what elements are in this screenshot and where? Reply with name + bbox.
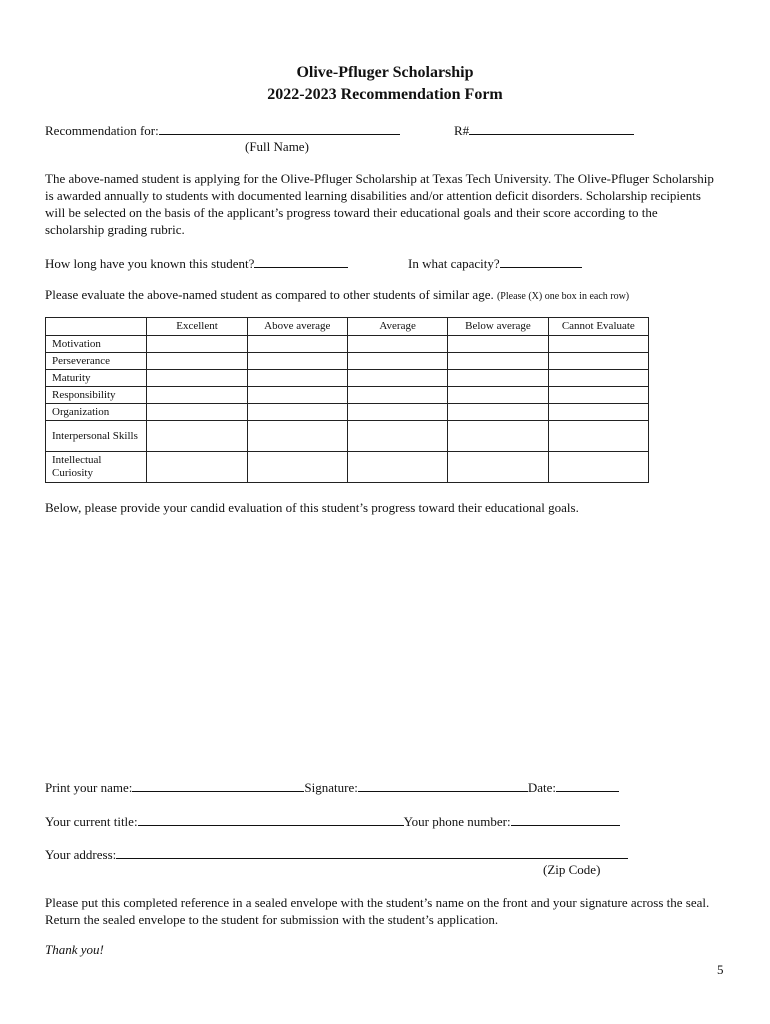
evaluation-instruction: Please evaluate the above-named student as compared to other students of similar age.	[45, 287, 494, 302]
table-row	[46, 452, 649, 483]
rating-cell[interactable]	[548, 370, 648, 387]
r-number-row	[454, 121, 634, 139]
row-label: Motivation	[46, 336, 147, 353]
signature-label: Signature:	[304, 780, 358, 795]
column-header: Above average	[247, 318, 347, 336]
candid-evaluation-area[interactable]	[45, 522, 715, 772]
phone-field[interactable]	[511, 812, 620, 826]
rating-cell[interactable]	[548, 452, 648, 483]
rating-cell[interactable]	[347, 370, 447, 387]
evaluation-header-row	[46, 318, 649, 336]
row-label: Responsibility	[46, 387, 147, 404]
capacity-label: In what capacity?	[408, 256, 500, 271]
table-row	[46, 353, 649, 370]
rating-cell[interactable]	[147, 452, 247, 483]
rating-cell[interactable]	[548, 387, 648, 404]
row-label: Interpersonal Skills	[46, 421, 147, 452]
address-row	[45, 845, 628, 863]
address-field[interactable]	[116, 845, 628, 859]
evaluation-instruction-row	[45, 287, 629, 303]
rating-cell[interactable]	[147, 404, 247, 421]
date-label: Date:	[527, 780, 556, 795]
table-row	[46, 421, 649, 452]
rating-cell[interactable]	[548, 353, 648, 370]
row-label: Intellectual Curiosity	[46, 452, 147, 483]
rating-cell[interactable]	[247, 370, 347, 387]
address-label: Your address:	[45, 847, 117, 862]
form-subtitle: 2022-2023 Recommendation Form	[267, 86, 503, 103]
r-number-label: R#	[454, 123, 470, 138]
rating-cell[interactable]	[548, 421, 648, 452]
intro-paragraph: The above-named student is applying for the Olive-Pfluger Scholarship at Texas Tech University. The Olive-Pfluger Scholarship is awarded annually to students with documented learning disabilities and/or attention deficit disorders. Scholarship recipients will be selected on the basis of the applicant’s progress toward their educational goals and their score according to the scholarship grading rubric.	[45, 171, 714, 237]
recommendation-for-field[interactable]	[159, 121, 400, 135]
rating-cell[interactable]	[448, 404, 548, 421]
signature-field[interactable]	[358, 778, 528, 792]
how-long-row	[45, 254, 348, 272]
rating-cell[interactable]	[147, 421, 247, 452]
recommendation-for-label: Recommendation for:	[45, 123, 159, 138]
row-label: Perseverance	[46, 353, 147, 370]
current-title-label: Your current title:	[45, 814, 138, 829]
row-label: Maturity	[46, 370, 147, 387]
date-field[interactable]	[556, 778, 619, 792]
rating-cell[interactable]	[347, 421, 447, 452]
rating-cell[interactable]	[247, 421, 347, 452]
rating-cell[interactable]	[448, 421, 548, 452]
rating-cell[interactable]	[347, 387, 447, 404]
rating-cell[interactable]	[347, 336, 447, 353]
rating-cell[interactable]	[347, 404, 447, 421]
table-row	[46, 336, 649, 353]
page-number: 5	[717, 962, 724, 977]
rating-cell[interactable]	[448, 353, 548, 370]
rating-cell[interactable]	[448, 387, 548, 404]
rating-cell[interactable]	[448, 336, 548, 353]
rating-cell[interactable]	[247, 452, 347, 483]
title-phone-row	[45, 812, 620, 830]
r-number-field[interactable]	[469, 121, 634, 135]
header-blank	[46, 318, 147, 336]
rating-cell[interactable]	[448, 370, 548, 387]
print-name-field[interactable]	[132, 778, 304, 792]
column-header: Cannot Evaluate	[548, 318, 648, 336]
rating-cell[interactable]	[147, 387, 247, 404]
table-row	[46, 387, 649, 404]
rating-cell[interactable]	[347, 353, 447, 370]
table-row	[46, 404, 649, 421]
thank-you: Thank you!	[45, 942, 104, 957]
print-name-label: Print your name:	[45, 780, 133, 795]
how-long-field[interactable]	[254, 254, 348, 268]
current-title-field[interactable]	[138, 812, 404, 826]
rating-cell[interactable]	[548, 404, 648, 421]
evaluation-table	[45, 317, 649, 483]
rating-cell[interactable]	[548, 336, 648, 353]
phone-label: Your phone number:	[403, 814, 511, 829]
rating-cell[interactable]	[247, 387, 347, 404]
capacity-row	[408, 254, 582, 272]
rating-cell[interactable]	[247, 404, 347, 421]
full-name-caption: (Full Name)	[245, 139, 309, 154]
zip-code-caption: (Zip Code)	[543, 862, 601, 877]
print-name-row	[45, 778, 619, 796]
column-header: Below average	[448, 318, 548, 336]
rating-cell[interactable]	[247, 336, 347, 353]
table-row	[46, 370, 649, 387]
recommendation-for-row	[45, 121, 400, 139]
how-long-label: How long have you known this student?	[45, 256, 255, 271]
rating-cell[interactable]	[147, 353, 247, 370]
candid-evaluation-prompt: Below, please provide your candid evaluation of this student’s progress toward their educational goals.	[45, 500, 579, 515]
row-label: Organization	[46, 404, 147, 421]
rating-cell[interactable]	[147, 336, 247, 353]
column-header: Average	[347, 318, 447, 336]
rating-cell[interactable]	[247, 353, 347, 370]
capacity-field[interactable]	[500, 254, 582, 268]
closing-paragraph: Please put this completed reference in a sealed envelope with the student’s name on the front and your signature across the seal. Return the sealed envelope to the student for submission with the student’s application.	[45, 895, 710, 927]
rating-cell[interactable]	[448, 452, 548, 483]
form-title: Olive-Pfluger Scholarship	[296, 64, 474, 81]
rating-cell[interactable]	[347, 452, 447, 483]
column-header: Excellent	[147, 318, 247, 336]
evaluation-instruction-note: (Please (X) one box in each row)	[496, 291, 630, 302]
rating-cell[interactable]	[147, 370, 247, 387]
